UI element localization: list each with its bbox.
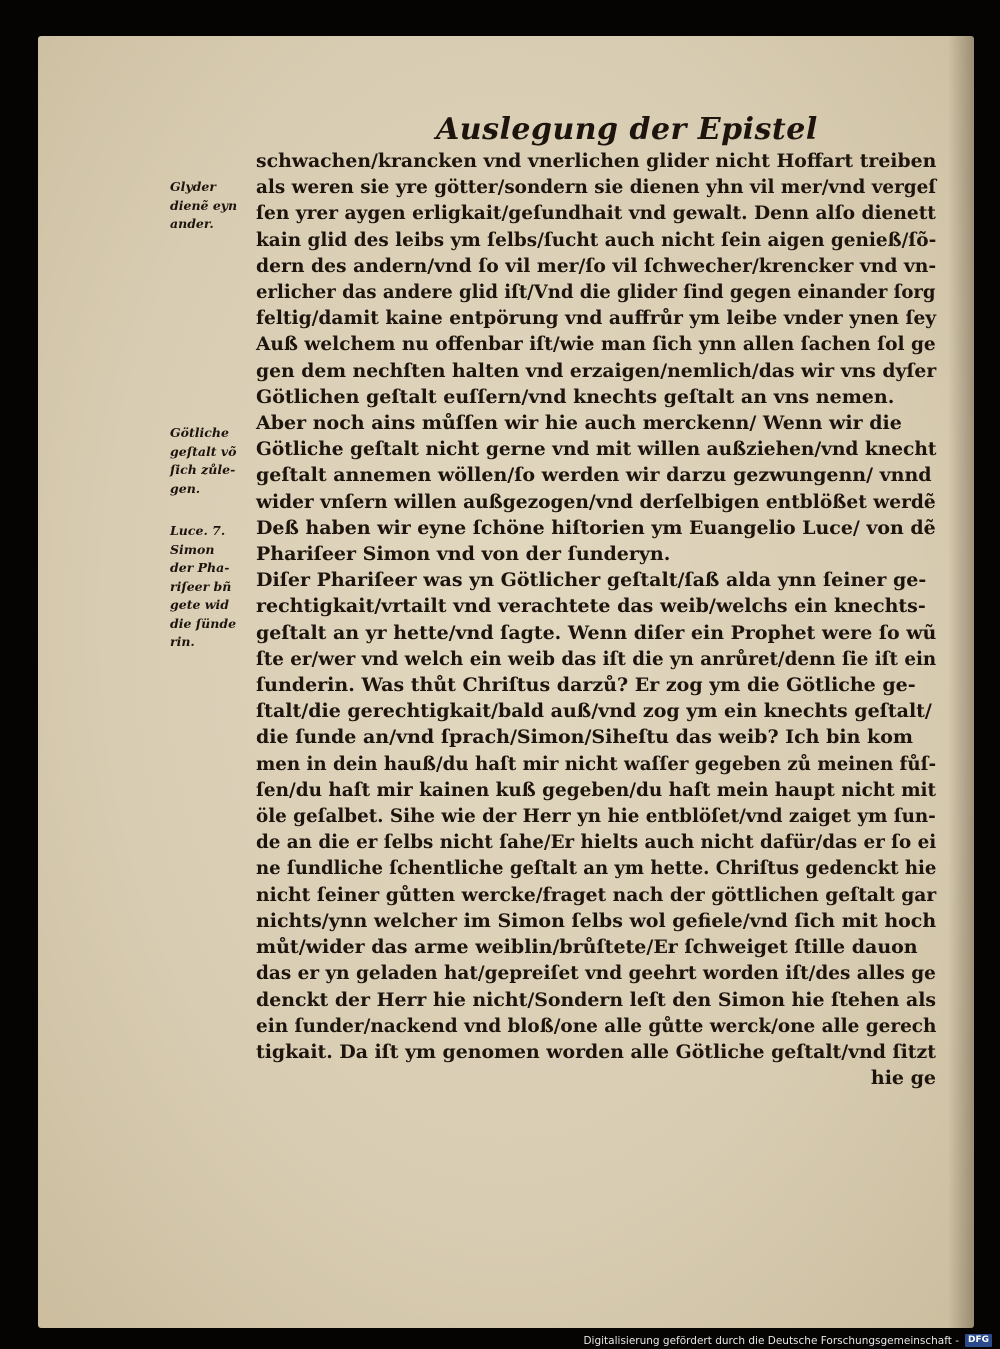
body-text: [256, 148, 936, 1091]
text-line: schwachen/krancken vnd vnerlichen glider nicht Hoffart treiben: [256, 150, 937, 172]
text-line: ne ſundliche ſchentliche geſtalt an ym hette. Chriſtus gedenckt hie: [256, 857, 937, 880]
marginal-line: der Pha-: [170, 560, 230, 575]
marginal-line: geſtalt võ: [170, 443, 237, 459]
text-line: dern des andern/vnd ſo vil mer/ſo vil ſchwecher/krencker vnd vn-: [256, 254, 937, 277]
text-line: ſunderin. Was thůt Chriſtus darzů? Er zog ym die Götliche ge-: [256, 674, 916, 697]
text-line: ſen yrer aygen erligkait/geſundhait vnd gewalt. Denn alſo dienett: [256, 202, 936, 225]
text-line: die ſunde an/vnd ſprach/Simon/Siheſtu das weib? Ich bin kom: [256, 726, 913, 749]
text-line: nichts/ynn welcher im Simon ſelbs wol gefiele/vnd ſich mit hoch: [256, 909, 937, 932]
text-line: das er yn geladen hat/gepreiſet vnd geehrt worden iſt/des alles ge: [256, 962, 936, 985]
running-header: Auslegung der Epistel: [436, 112, 818, 147]
text-line: erlicher das andere glid iſt/Vnd die glider ſind gegen einander ſorg: [256, 281, 936, 304]
text-line: Deß haben wir eyne ſchöne hiſtorien ym Euangelio Luce/ von dẽ: [256, 516, 936, 539]
marginal-line: riſeer bñ: [170, 578, 232, 594]
marginal-line: Luce. 7.: [170, 523, 226, 538]
text-line: ſen/du haſt mir kainen kuß gegeben/du haſt mein haupt nicht mit: [256, 778, 937, 801]
marginal-line: gen.: [170, 480, 201, 496]
text-line: tigkait. Da iſt ym genomen worden alle Götliche geſtalt/vnd ſitzt: [256, 1040, 936, 1063]
text-line: ein ſunder/nackend vnd bloß/one alle gůtte werck/one alle gerech: [256, 1014, 937, 1037]
marginal-line: ſich zůle-: [170, 462, 236, 477]
marginal-line: rin.: [170, 634, 195, 649]
marginal-note-goetliche-gestalt: [170, 424, 250, 498]
marginal-note-luce: [170, 522, 250, 652]
marginal-line: ander.: [170, 216, 214, 231]
text-line: rechtigkait/vrtailt vnd verachtete das weib/welchs ein knechts-: [256, 595, 926, 618]
text-line: kain glid des leibs ym ſelbs/ſucht auch nicht ſein aigen genieß/ſõ-: [256, 228, 937, 251]
text-line: hie ge: [870, 1067, 936, 1090]
text-line: Auß welchem nu offenbar iſt/wie man ſich ynn allen ſachen ſol ge: [256, 333, 936, 356]
text-line: men in dein hauß/du haſt mir nicht waſſer gegeben zů meinen fůſ-: [256, 752, 937, 775]
text-line: feltig/damit kaine entpörung vnd auffrůr ym leibe vnder ynen ſey: [256, 307, 937, 330]
marginal-line: Glyder: [170, 179, 216, 194]
marginal-line: dienẽ eyn: [170, 197, 238, 213]
gutter-shadow: [948, 36, 974, 1328]
marginal-line: Simon: [170, 541, 215, 557]
text-line: Diſer Phariſeer was yn Götlicher geſtalt/ſaß alda ynn ſeiner ge-: [256, 569, 927, 592]
marginal-line: die ſünde: [170, 615, 237, 631]
text-line: ſtalt/die gerechtigkait/bald auß/vnd zog ym ein knechts geſtalt/: [256, 700, 932, 723]
text-line: geſtalt an yr hette/vnd ſagte. Wenn diſer ein Prophet were ſo wũ: [256, 621, 937, 644]
text-line: als weren sie yre götter/sondern sie dienen yhn vil mer/vnd vergeſ: [256, 176, 937, 199]
text-line: můt/wider das arme weiblin/brůſtete/Er ſchweiget ſtille dauon: [256, 936, 918, 959]
text-line: de an die er ſelbs nicht ſahe/Er hielts auch nicht dafür/das er ſo ei: [256, 831, 937, 854]
text-line: Aber noch ains můſſen wir hie auch merckenn/ Wenn wir die: [256, 412, 902, 435]
marginal-line: Götliche: [170, 425, 229, 440]
text-line: öle geſalbet. Sihe wie der Herr yn hie entblöſet/vnd zaiget ym ſun-: [256, 805, 936, 828]
footer-bar: [0, 1332, 1000, 1349]
text-line: Phariſeer Simon vnd von der ſunderyn.: [256, 543, 671, 566]
text-line: Götliche geſtalt nicht gerne vnd mit willen außziehen/vnd knecht: [256, 438, 937, 461]
text-line: denckt der Herr hie nicht/Sondern leſt den Simon hie ſtehen als: [256, 988, 937, 1011]
text-line: Götlichen geſtalt euſſern/vnd knechts geſtalt an vns nemen.: [256, 385, 895, 408]
text-line: geſtalt annemen wöllen/ſo werden wir darzu gezwungenn/ vnnd: [256, 464, 932, 487]
text-line: wider vnſern willen außgezogen/vnd derſelbigen entblößet werdẽ: [256, 490, 936, 513]
dfg-logo: DFG: [965, 1334, 992, 1347]
text-line: gen dem nechſten halten vnd erzaigen/nemlich/das wir vns dyſer: [256, 359, 937, 382]
footer-credit: Digitalisierung gefördert durch die Deutsche Forschungsgemeinschaft -: [583, 1334, 959, 1347]
text-line: ſte er/wer vnd welch ein weib das iſt die yn anrůret/denn ſie iſt ein: [256, 647, 937, 670]
marginal-line: gete wid: [170, 597, 230, 612]
text-line: nicht ſeiner gůtten wercke/fraget nach der göttlichen geſtalt gar: [256, 883, 937, 906]
marginal-note-glyder: [170, 178, 250, 234]
